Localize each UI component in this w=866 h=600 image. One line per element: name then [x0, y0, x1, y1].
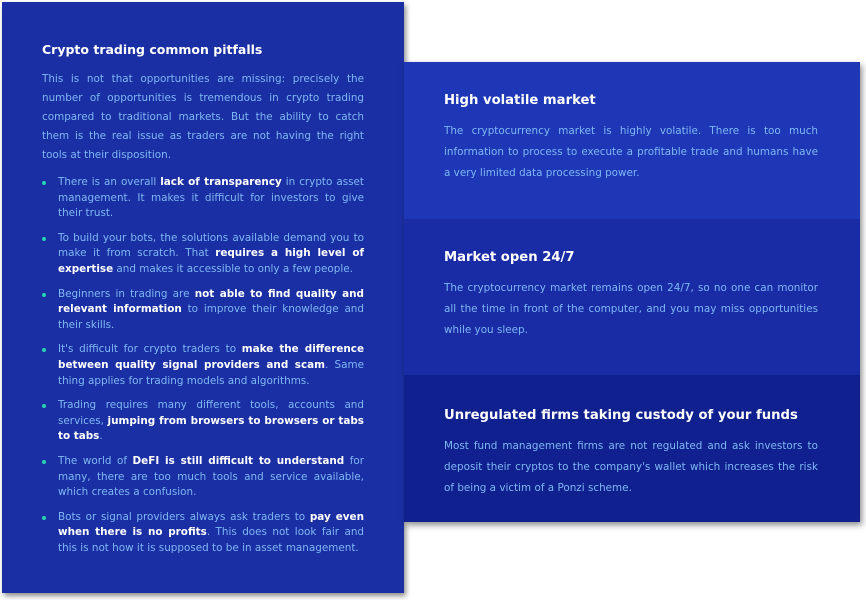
pitfall-item: Trading requires many different tools, accounts and services, jumping from browsers to browsers or tabs to tabs. [42, 398, 364, 445]
bullet-dot-icon [42, 181, 46, 185]
risk-description: Most fund management firms are not regulated and ask investors to deposit their cryptos to the company's wallet which increases the risk of being a victim of a Ponzi scheme. [444, 440, 818, 494]
risk-description: The cryptocurrency market is highly volatile. There is too much information to process to execute a profitable trade and humans have a very limited data processing power. [444, 125, 818, 179]
pitfall-item: There is an overall lack of transparency in crypto asset management. It makes it difficult for investors to give their trust. [42, 175, 364, 222]
pitfalls-card [2, 2, 404, 593]
risks-panel [404, 62, 860, 522]
risk-description: The cryptocurrency market remains open 24/7, so no one can monitor all the time in front of the computer, and you may miss opportunities while you sleep. [444, 282, 818, 336]
pitfall-item: Beginners in trading are not able to find quality and relevant information to improve their knowledge and their skills. [42, 287, 364, 334]
pitfalls-intro: This is not that opportunities are missing: precisely the number of opportunities is tremendous in crypto trading compared to traditional markets. But the ability to catch them is the real issue as traders are not having the right tools at their disposition. [42, 73, 364, 161]
bullet-dot-icon [42, 348, 46, 352]
pitfall-item: The world of DeFI is still difficult to understand for many, there are too much tools and service available, which creates a confusion. [42, 454, 364, 501]
risk-card-volatility [404, 62, 860, 219]
risk-card-always-open [404, 219, 860, 375]
risk-card-unregulated [404, 375, 860, 522]
bullet-dot-icon [42, 404, 46, 408]
risk-title: Unregulated firms taking custody of your funds [444, 408, 798, 423]
bullet-dot-icon [42, 460, 46, 464]
pitfall-item: It's difficult for crypto traders to make the difference between quality signal providers and scam. Same thing applies for trading models and algorithms. [42, 342, 364, 389]
pitfall-item: Bots or signal providers always ask traders to pay even when there is no profits. This does not look fair and this is not how it is supposed to be in asset management. [42, 510, 364, 557]
bullet-dot-icon [42, 516, 46, 520]
pitfalls-title: Crypto trading common pitfalls [42, 42, 263, 57]
bullet-dot-icon [42, 293, 46, 297]
pitfalls-list [42, 175, 364, 556]
pitfall-item: To build your bots, the solutions available demand you to make it from scratch. That requires a high level of expertise and makes it accessible to only a few people. [42, 231, 364, 278]
risk-title: High volatile market [444, 93, 596, 108]
risk-title: Market open 24/7 [444, 250, 575, 265]
bullet-dot-icon [42, 237, 46, 241]
